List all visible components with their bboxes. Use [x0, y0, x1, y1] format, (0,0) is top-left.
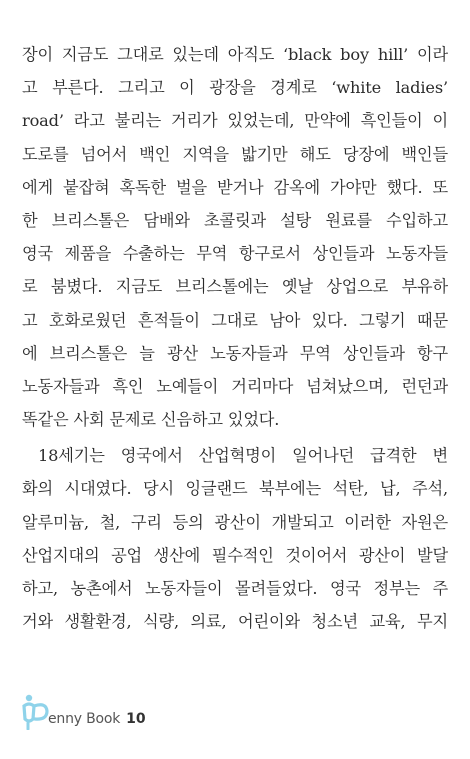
page-number: 10 [126, 711, 146, 727]
paragraph-2 [22, 439, 448, 638]
brand-name: enny Book [48, 711, 121, 727]
text-line: road’ 라고 불리는 거리가 있었는데, 만약에 흑인들이 이 [22, 111, 448, 131]
text-line: 한 브리스톨은 담배와 초콜릿과 설탕 원료를 수입하고 [22, 210, 448, 230]
text-line: 장이 지금도 그대로 있는데 아직도 ‘black boy hill’ 이라 [22, 45, 448, 64]
text-line: 영국 제품을 수출하는 무역 항구로서 상인들과 노동자들 [22, 244, 448, 264]
body-text [22, 38, 448, 638]
penny-book-logo-icon [20, 692, 54, 730]
text-line: 로 붐볐다. 지금도 브리스톨에는 옛날 상업으로 부유하 [22, 277, 448, 297]
paragraph-1 [22, 38, 448, 436]
text-line: 화의 시대였다. 당시 잉글랜드 북부에는 석탄, 납, 주석, [22, 479, 448, 499]
text-line: 에 브리스톨은 늘 광산 노동자들과 무역 상인들과 항구 [22, 343, 448, 363]
text-line: 에게 붙잡혀 혹독한 벌을 받거나 감옥에 가야만 했다. 또 [22, 177, 448, 197]
page-footer [20, 690, 146, 730]
text-line: 하고, 농촌에서 노동자들이 몰려들었다. 영국 정부는 주 [22, 579, 448, 598]
text-line: 알루미늄, 철, 구리 등의 광산이 개발되고 이러한 자원은 [22, 512, 448, 532]
text-line: 도로를 넘어서 백인 지역을 밟기만 해도 당장에 백인들 [22, 144, 448, 164]
text-line: 고 호화로웠던 흔적들이 그대로 남아 있다. 그렇기 때문 [22, 310, 448, 330]
text-line: 노동자들과 흑인 노예들이 거리마다 넘쳐났으며, 런던과 [22, 376, 448, 396]
text-line: 18세기는 영국에서 산업혁명이 일어나던 급격한 변 [38, 446, 448, 466]
text-line: 거와 생활환경, 식량, 의료, 어린이와 청소년 교육, 무지 [22, 612, 448, 632]
text-line: 고 부른다. 그리고 이 광장을 경계로 ‘white ladies’ [22, 78, 448, 98]
text-line: 산업지대의 공업 생산에 필수적인 것이어서 광산이 발달 [22, 545, 448, 565]
text-line: 똑같은 사회 문제로 신음하고 있었다. [22, 410, 280, 430]
